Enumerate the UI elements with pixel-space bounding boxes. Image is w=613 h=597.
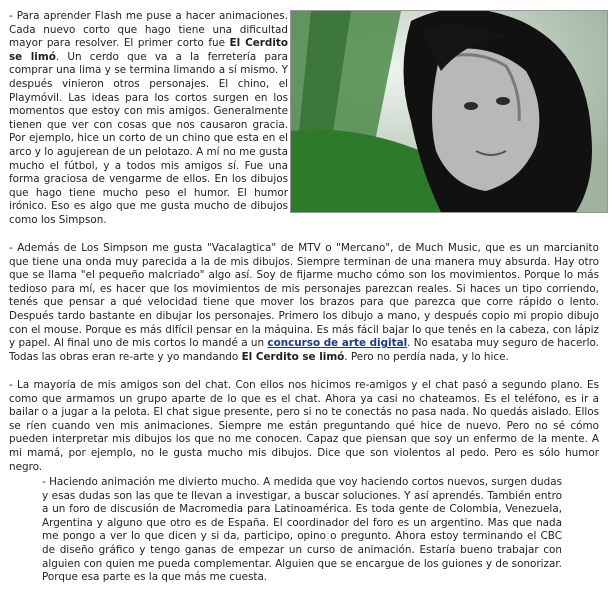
paragraph-2-text-c: . Pero no perdía nada, y lo hice. [344, 350, 509, 363]
cortometraje-title-2: El Cerdito se limó [241, 350, 345, 363]
paragraph-3: - La mayoría de mis amigos son del chat. Con ellos nos hicimos re-amigos y el chat pasó a segundo plano. Es como que armamos un grupo aparte de lo que es el chat. Ahora ya casi no chateamos. Es el teléfono, es ir a bailar o a jugar a la pelota. El chat sigue presente, pero si no te conectás no pasa nada. No quedás aislado. Ellos se ríen cuando ven mis animaciones. Siempre me están preguntando qué hice de nuevo. Pero no sé cómo pueden interpretar mis dibujos los que no me conocen. Capaz que piensan que soy un enfermo de la mente. A mi mamá, por ejemplo, no le gusta mucho mis dibujos. Dice que son violentos al pedo. Pero es sólo humor negro. [9, 379, 599, 473]
cortometraje-title-1: El Cerdito se limó [9, 37, 288, 63]
paragraph-1-text-b: . Un cerdo que va a la ferretería para comprar una lima y se termina limando a sí mismo. Y después vinieron otros personajes. El chino, el Playmóvil. Las ideas para los cortos surgen en los momentos que estoy con mis amigos. Generalmente tienen que ver con cosas que nos causaron gracia. Por ejemplo, hice un corto de un chino que esta en el arco y lo agujerean de un pelotazo. A mí no me gusta mucho el fútbol, y a todos mis amigos sí. Fue una forma graciosa de vengarme de ellos. En los dibujos que hago tiene mucho peso el humor. El humor irónico. Eso es algo que me gusta mucho de dibujos como los Simpson. [9, 50, 288, 226]
concurso-link[interactable]: concurso de arte digital [267, 337, 408, 350]
paragraph-1-text-a: - Para aprender Flash me puse a hacer animaciones. Cada nuevo corto que hago tiene una dificultad mayor para resolver. El primer corto fue [9, 10, 288, 50]
portrait-image [291, 11, 607, 212]
paragraph-2 [9, 242, 599, 364]
paragraph-2-text-a: - Además de Los Simpson me gusta "Vacalagtica" de MTV o "Mercano", de Much Music, que es un marcianito que tiene una onda muy parecida a la de mis dibujos. Siempre terminan de una manera muy absurda. Hay otro que se llama "el pequeño malcriado" algo así. Soy de fijarme mucho cómo son los movimientos. Porque lo más tedioso para mí, es hacer que los movimientos de mis personajes parezcan reales. Si haces un tipo corriendo, tenés que pensar a qué velocidad tiene que mover los brazos para que parezca que corre rápido o lento. Después tardo bastante en dibujar los personajes. Primero los dibujo a mano, y después copio mi propio dibujo con el mouse. Porque es más difícil pensar en la máquina. Es más fácil bajar lo que tenés en la cabeza, con lápiz y papel. Al final uno de mis cortos lo mandé a un [9, 242, 599, 350]
paragraph-1 [9, 10, 288, 228]
paragraph-2-text-b: . No esataba muy seguro de hacerlo. Todas las obras eran re-arte y yo mandando [9, 337, 599, 363]
portrait-photo [290, 10, 608, 213]
paragraph-4: - Haciendo animación me divierto mucho. A medida que voy haciendo cortos nuevos, surgen dudas y esas dudas son las que te llevan a investigar, a buscar soluciones. Y así aprendés. También entro a un foro de discusión de Macromedia para Latinoamérica. Es toda gente de Colombia, Venezuela, Argentina y alguno que otro es de España. El coordinador del foro es un argentino. Mas que nada me pongo a ver lo que dicen y si da, participo, opino o pregunto. Ahora estoy terminando el CBC de diseño gráfico y tengo ganas de empezar un curso de animación. Estaría bueno trabajar con alguien con quien me pueda complementar. Alguien que se encargue de los guiones y de sonorizar. Porque esa parte es la que más me cuesta. [42, 476, 562, 584]
